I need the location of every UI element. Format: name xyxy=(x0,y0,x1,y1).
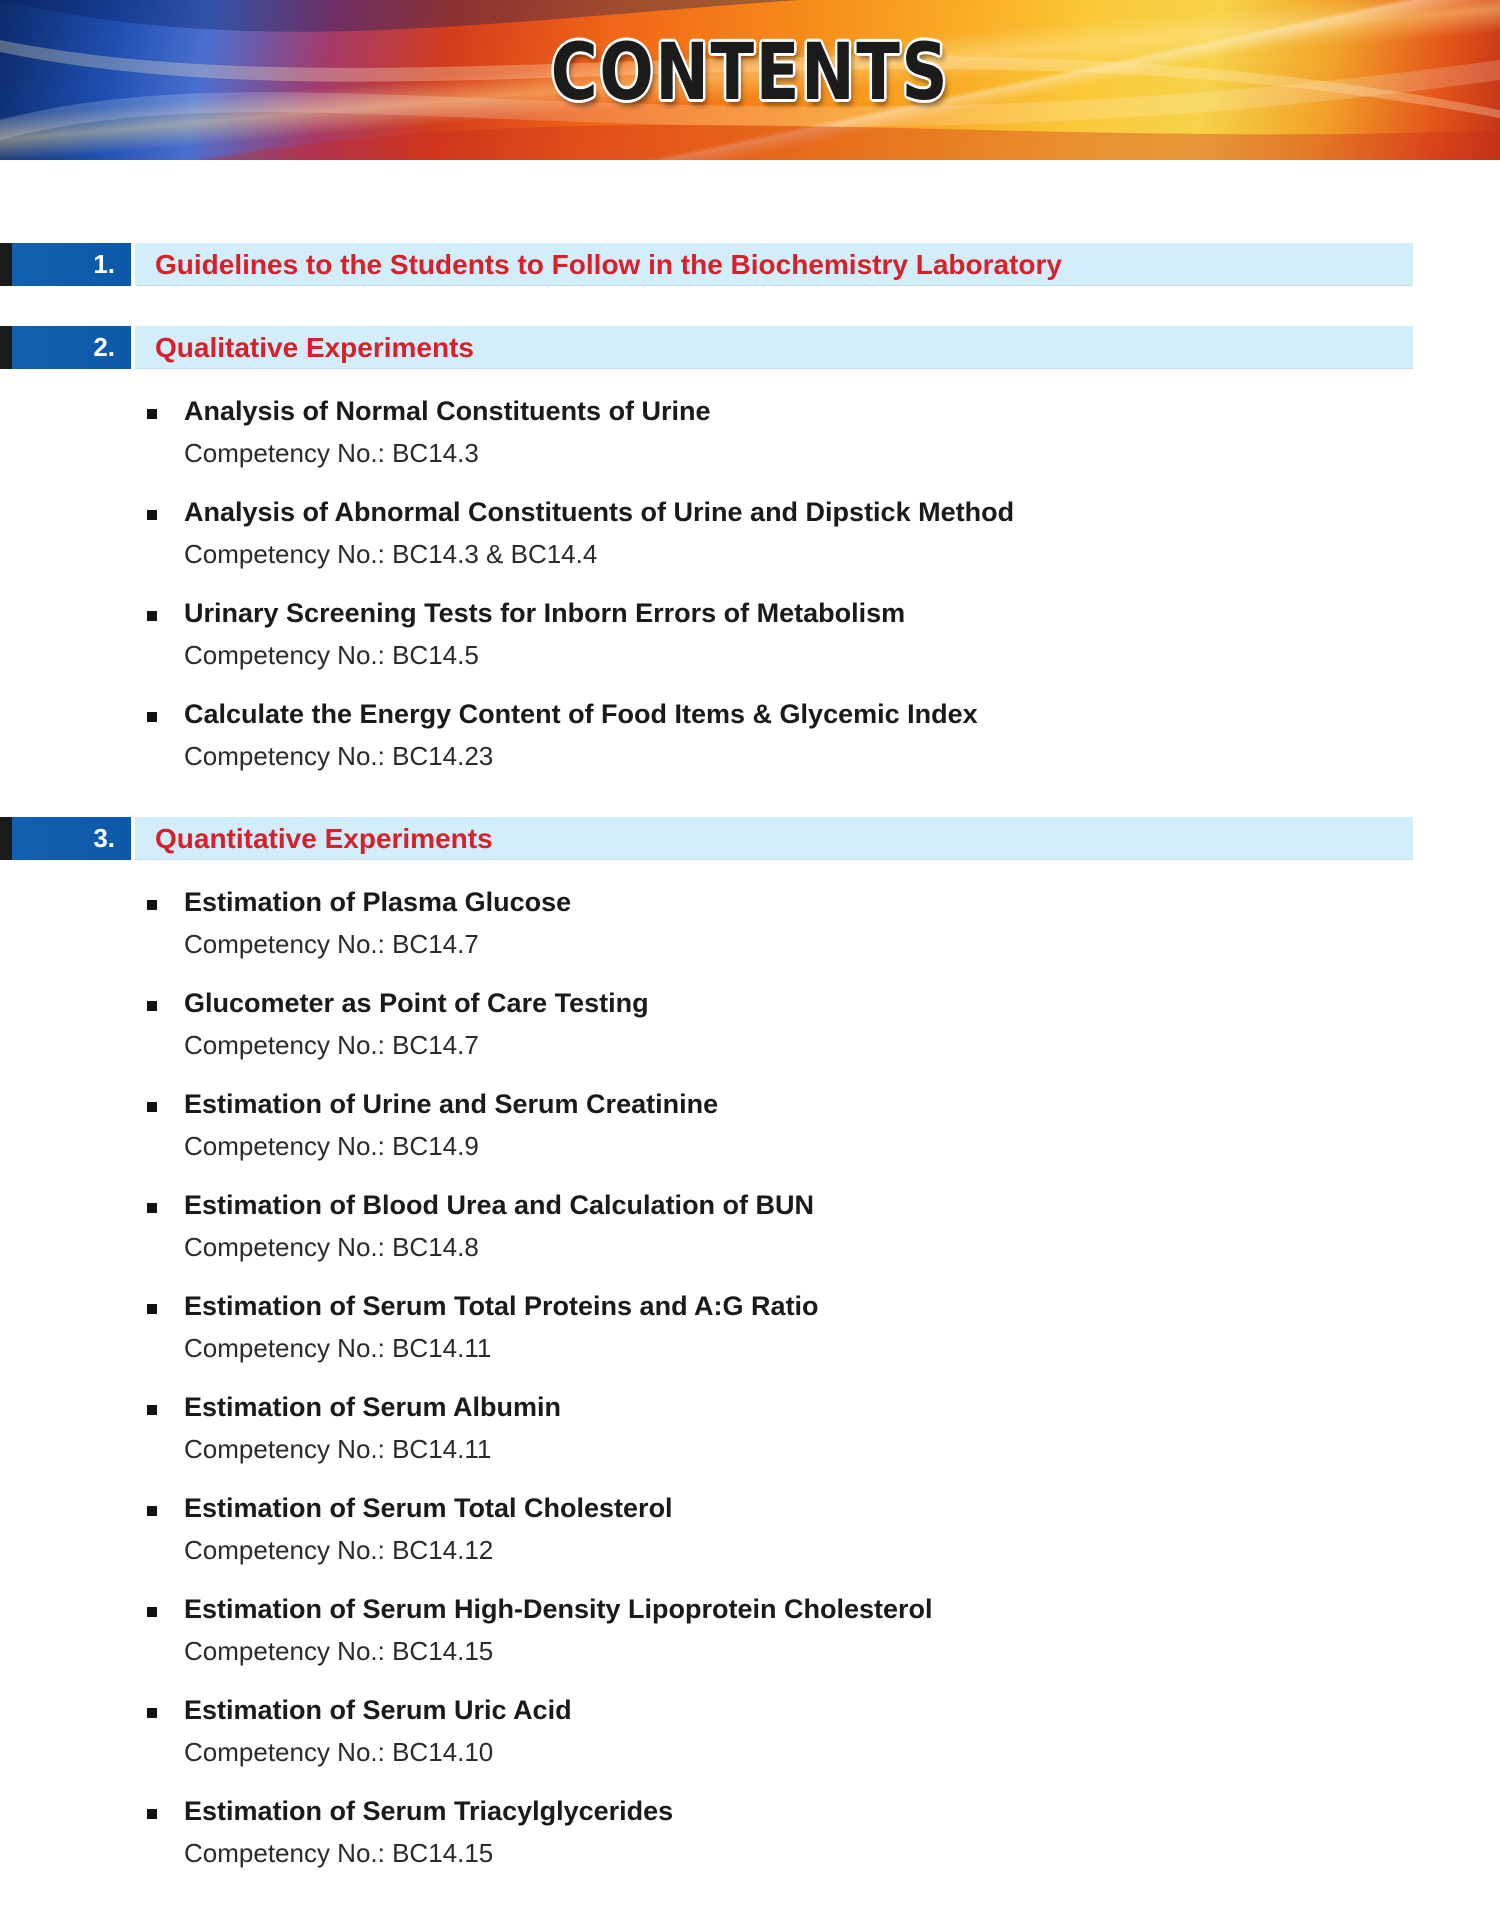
section-title: Quantitative Experiments xyxy=(155,823,493,854)
item-competency: Competency No.: BC14.5 xyxy=(184,640,479,670)
item-title: Glucometer as Point of Care Testing xyxy=(184,988,649,1018)
item-competency: Competency No.: BC14.11 xyxy=(184,1333,492,1363)
list-item xyxy=(0,1591,1400,1671)
bullet-square-icon xyxy=(147,1405,157,1415)
item-title: Analysis of Normal Constituents of Urine xyxy=(184,396,711,426)
item-competency: Competency No.: BC14.23 xyxy=(184,741,494,771)
item-competency: Competency No.: BC14.11 xyxy=(184,1434,492,1464)
list-item xyxy=(0,1389,1400,1469)
bullet-square-icon xyxy=(147,1203,157,1213)
section-number: 3. xyxy=(0,817,131,860)
list-item xyxy=(0,985,1400,1065)
section-title: Qualitative Experiments xyxy=(155,332,475,363)
item-title: Estimation of Serum High-Density Lipoprotein Cholesterol xyxy=(184,1594,933,1624)
section-header xyxy=(0,243,1500,286)
bullet-square-icon xyxy=(147,1708,157,1718)
item-competency: Competency No.: BC14.15 xyxy=(184,1838,494,1868)
item-competency: Competency No.: BC14.3 xyxy=(184,438,479,468)
list-item xyxy=(0,1793,1400,1873)
item-competency: Competency No.: BC14.15 xyxy=(184,1636,494,1666)
list-item xyxy=(0,393,1400,473)
bullet-square-icon xyxy=(147,1607,157,1617)
section-3 xyxy=(0,817,1500,860)
item-competency: Competency No.: BC14.10 xyxy=(184,1737,494,1767)
bullet-square-icon xyxy=(147,900,157,910)
item-competency: Competency No.: BC14.8 xyxy=(184,1232,479,1262)
item-competency: Competency No.: BC14.9 xyxy=(184,1131,479,1161)
list-item xyxy=(0,595,1400,675)
item-competency: Competency No.: BC14.7 xyxy=(184,929,479,959)
bullet-square-icon xyxy=(147,1809,157,1819)
item-title: Estimation of Serum Total Cholesterol xyxy=(184,1493,673,1523)
header-banner xyxy=(0,0,1500,160)
bullet-square-icon xyxy=(147,712,157,722)
page-title: CONTENTS xyxy=(550,28,950,118)
section-header xyxy=(0,326,1500,369)
bullet-square-icon xyxy=(147,1001,157,1011)
section-header xyxy=(0,817,1500,860)
item-competency: Competency No.: BC14.12 xyxy=(184,1535,494,1565)
item-title: Urinary Screening Tests for Inborn Errors of Metabolism xyxy=(184,598,906,628)
list-item xyxy=(0,494,1400,574)
bullet-square-icon xyxy=(147,409,157,419)
section-number: 2. xyxy=(0,326,131,369)
item-title: Estimation of Serum Uric Acid xyxy=(184,1695,572,1725)
bullet-square-icon xyxy=(147,1102,157,1112)
bullet-square-icon xyxy=(147,510,157,520)
section-1 xyxy=(0,243,1500,286)
section-number: 1. xyxy=(0,243,131,286)
item-title: Estimation of Serum Total Proteins and A:G Ratio xyxy=(184,1291,819,1321)
bullet-square-icon xyxy=(147,1506,157,1516)
list-item xyxy=(0,884,1400,964)
section-2 xyxy=(0,326,1500,369)
list-item xyxy=(0,1086,1400,1166)
list-item xyxy=(0,1288,1400,1368)
list-item xyxy=(0,1187,1400,1267)
section-title: Guidelines to the Students to Follow in the Biochemistry Laboratory xyxy=(155,249,1062,280)
item-title: Estimation of Blood Urea and Calculation of BUN xyxy=(184,1190,815,1220)
list-item xyxy=(0,696,1400,776)
item-competency: Competency No.: BC14.3 & BC14.4 xyxy=(184,539,598,569)
item-title: Estimation of Serum Triacylglycerides xyxy=(184,1796,674,1826)
item-title: Calculate the Energy Content of Food Items & Glycemic Index xyxy=(184,699,978,729)
item-competency: Competency No.: BC14.7 xyxy=(184,1030,479,1060)
bullet-square-icon xyxy=(147,1304,157,1314)
list-item xyxy=(0,1692,1400,1772)
list-item xyxy=(0,1490,1400,1570)
item-title: Estimation of Plasma Glucose xyxy=(184,887,572,917)
bullet-square-icon xyxy=(147,611,157,621)
item-title: Estimation of Urine and Serum Creatinine xyxy=(184,1089,719,1119)
item-title: Analysis of Abnormal Constituents of Urine and Dipstick Method xyxy=(184,497,1015,527)
item-title: Estimation of Serum Albumin xyxy=(184,1392,562,1422)
